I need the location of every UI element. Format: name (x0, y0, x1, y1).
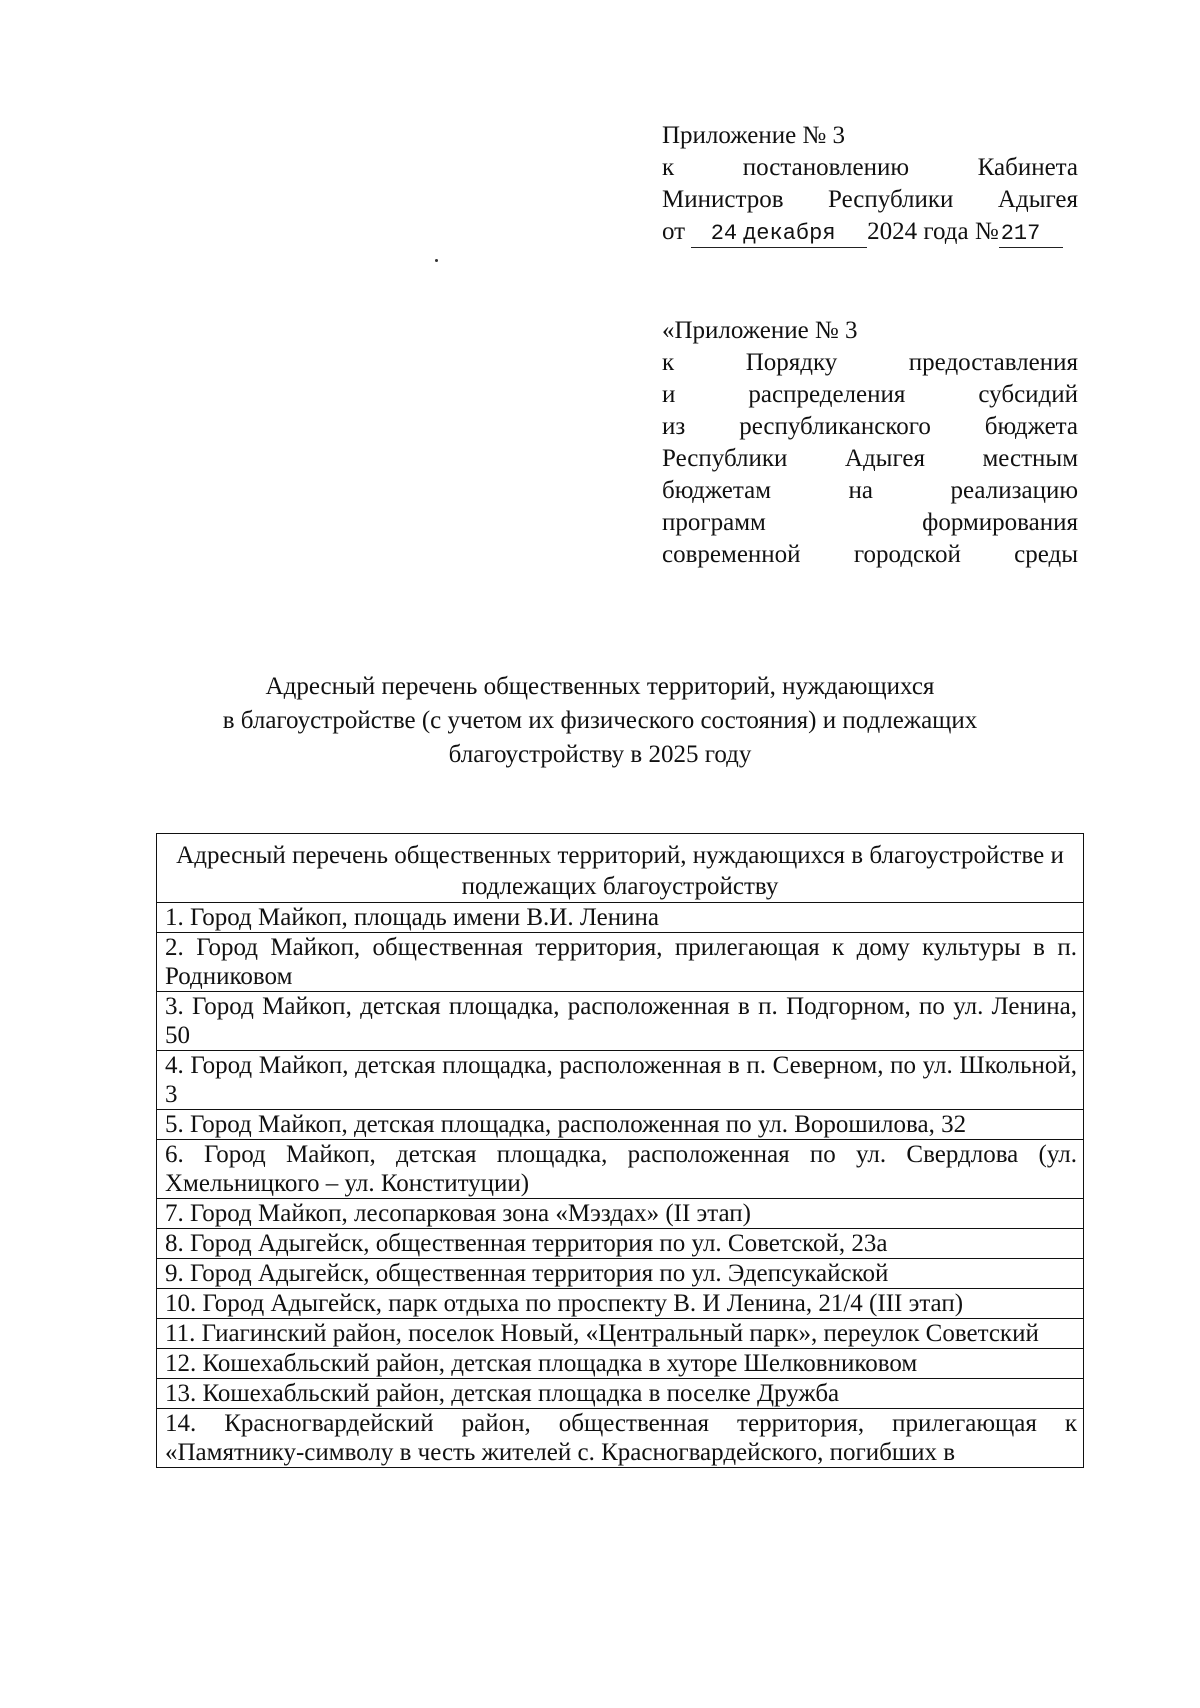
table-row (157, 992, 1084, 1051)
territory-cell: 12. Кошехабльский район, детская площадка в хуторе Шелковниковом (157, 1349, 1084, 1379)
appendix-header (662, 120, 1078, 248)
table-row (157, 1199, 1084, 1229)
table-row (157, 1110, 1084, 1140)
territories-table (156, 833, 1084, 1468)
order-appendix-header (662, 315, 1078, 571)
territory-cell: 6. Город Майкоп, детская площадка, расположенная по ул. Свердлова (ул. Хмельницкого – ул. Конституции) (157, 1140, 1084, 1199)
table-row (157, 903, 1084, 933)
table-row (157, 933, 1084, 992)
table-row (157, 1229, 1084, 1259)
appendix-line-3: Министров Республики Адыгея (662, 186, 1079, 213)
appendix-date-line (662, 216, 1078, 248)
document-title-line-1: Адресный перечень общественных территорий, нуждающихся (265, 673, 935, 700)
document-number: 217 (999, 221, 1063, 248)
order-appendix-title: «Приложение № 3 (662, 317, 858, 344)
territory-cell: 4. Город Майкоп, детская площадка, расположенная в п. Северном, по ул. Школьной, 3 (157, 1051, 1084, 1110)
territory-cell: 5. Город Майкоп, детская площадка, расположенная по ул. Ворошилова, 32 (157, 1110, 1084, 1140)
date-day: 24 (691, 221, 737, 248)
territory-cell: 7. Город Майкоп, лесопарковая зона «Мэздах» (II этап) (157, 1199, 1084, 1229)
order-line-3: из республиканского бюджета (662, 413, 1078, 440)
document-title-line-2: в благоустройстве (с учетом их физического состояния) и подлежащих (222, 707, 978, 734)
document-title (150, 670, 1050, 772)
table-row (157, 1051, 1084, 1110)
document-title-line-3: благоустройству в 2025 году (448, 741, 752, 768)
territory-cell: 8. Город Адыгейск, общественная территория по ул. Советской, 23а (157, 1229, 1084, 1259)
table-header-row (157, 834, 1084, 903)
appendix-title: Приложение № 3 (662, 122, 846, 149)
territory-cell: 2. Город Майкоп, общественная территория, прилегающая к дому культуры в п. Родниковом (157, 933, 1084, 992)
order-line-4: Республики Адыгея местным (662, 445, 1079, 472)
appendix-line-2: к постановлению Кабинета (662, 154, 1079, 181)
table-row (157, 1140, 1084, 1199)
order-line-6: программ формирования (662, 509, 1078, 536)
order-line-7: современной городской среды (662, 541, 1078, 568)
date-year-text: 2024 года № (867, 218, 999, 245)
table-row (157, 1379, 1084, 1409)
territory-cell: 1. Город Майкоп, площадь имени В.И. Ленина (157, 903, 1084, 933)
table-row (157, 1349, 1084, 1379)
scan-speck (435, 259, 438, 262)
order-line-1: к Порядку предоставления (662, 349, 1079, 376)
territory-cell: 9. Город Адыгейск, общественная территория по ул. Эдепсукайской (157, 1259, 1084, 1289)
table-header-cell: Адресный перечень общественных территорий, нуждающихся в благоустройстве и подлежащих благоустройству (157, 834, 1084, 903)
territory-cell: 10. Город Адыгейск, парк отдыха по проспекту В. И Ленина, 21/4 (III этап) (157, 1289, 1084, 1319)
date-month: декабря (737, 221, 867, 248)
table-row (157, 1259, 1084, 1289)
date-prefix: от (662, 218, 686, 245)
territory-cell: 13. Кошехабльский район, детская площадка в поселке Дружба (157, 1379, 1084, 1409)
territory-cell: 14. Красногвардейский район, общественная территория, прилегающая к «Памятнику-символу в честь жителей с. Красногвардейского, погибших в (157, 1409, 1084, 1468)
order-line-5: бюджетам на реализацию (662, 477, 1079, 504)
table-row (157, 1319, 1084, 1349)
order-line-2: и распределения субсидий (662, 381, 1079, 408)
table-row (157, 1409, 1084, 1468)
territory-cell: 3. Город Майкоп, детская площадка, расположенная в п. Подгорном, по ул. Ленина, 50 (157, 992, 1084, 1051)
table-row (157, 1289, 1084, 1319)
territory-cell: 11. Гиагинский район, поселок Новый, «Центральный парк», переулок Советский (157, 1319, 1084, 1349)
